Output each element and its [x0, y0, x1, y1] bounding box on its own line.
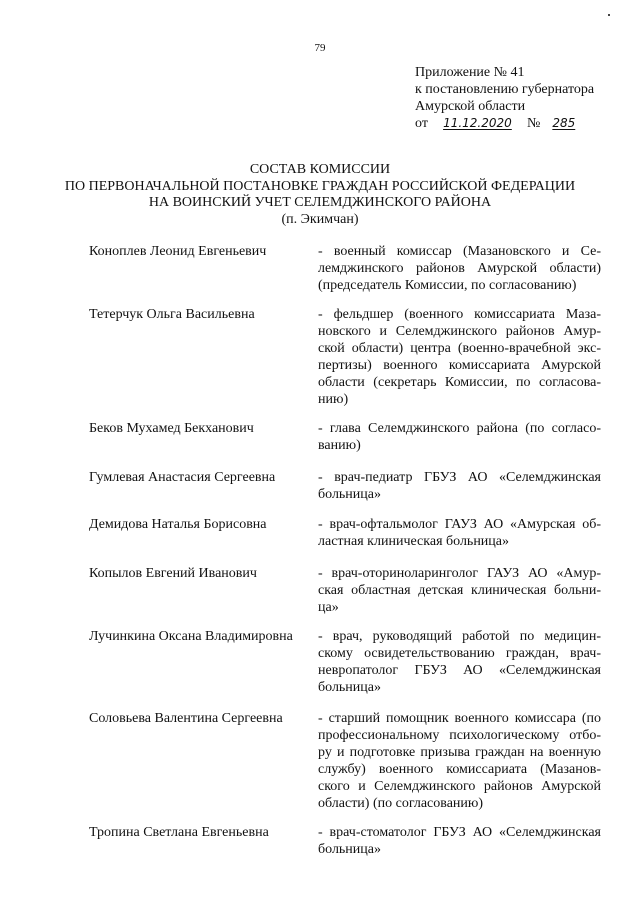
handwritten-date: 11.12.2020 [443, 116, 512, 130]
member-name: Лучинкина Оксана Владимировна [89, 629, 293, 644]
member-role-line: - старший помощник военного комиссара (по [318, 711, 601, 726]
member-role-line: - военный комиссар (Мазановского и Се- [318, 244, 601, 259]
member-role-line: ца» [318, 600, 339, 615]
appendix-block [415, 64, 594, 132]
from-label: от [415, 116, 428, 131]
member-role-line: ской области) центра (военно-врачебной экс- [318, 341, 601, 356]
member-name: Тропина Светлана Евгеньевна [89, 825, 269, 840]
member-role [318, 628, 601, 696]
handwritten-number: 285 [552, 116, 576, 130]
member-role-line: - фельдшер (военного комиссариата Маза- [318, 307, 601, 322]
member-role-line: - врач-оториноларинголог ГАУЗ АО «Амур- [318, 566, 601, 581]
member-role-line: области (секретарь Комиссии, по согласова- [318, 375, 601, 390]
member-role-line: невропатолог ГБУЗ АО «Селемджинская [318, 663, 601, 678]
member-role [318, 710, 601, 812]
appendix-date-line [415, 115, 594, 132]
member-name: Беков Мухамед Бекханович [89, 421, 254, 436]
member-name: Демидова Наталья Борисовна [89, 517, 267, 532]
member-role-line: больница» [318, 680, 381, 695]
member-role-line: ру и подготовке призыва граждан на военную [318, 745, 601, 760]
member-role [318, 469, 601, 503]
member-role-line: профессиональному психологическому отбо- [318, 728, 601, 743]
member-role [318, 565, 601, 616]
scan-mark [608, 14, 610, 16]
member-role-line: службу) военного комиссариата (Мазанов- [318, 762, 601, 777]
member-role [318, 306, 601, 408]
member-role [318, 516, 601, 550]
member-role [318, 824, 601, 858]
title-line-2: ПО ПЕРВОНАЧАЛЬНОЙ ПОСТАНОВКЕ ГРАЖДАН РОССИЙСКОЙ ФЕДЕРАЦИИ [64, 178, 576, 194]
member-role-line: ская областная детская клиническая больни- [318, 583, 601, 598]
member-name: Коноплев Леонид Евгеньевич [89, 244, 267, 259]
member-role-line: новского и Селемджинского районов Амур- [318, 324, 601, 339]
member-role-line: больница» [318, 842, 381, 857]
member-role-line: области) (по согласованию) [318, 796, 484, 811]
appendix-line-2: к постановлению губернатора [415, 82, 595, 97]
title-line-3: НА ВОИНСКИЙ УЧЕТ СЕЛЕМДЖИНСКОГО РАЙОНА [148, 195, 492, 210]
member-role-line: скому освидетельствованию граждан, врач- [318, 646, 601, 661]
title-line-4: (п. Экимчан) [281, 211, 359, 227]
member-name: Копылов Евгений Иванович [89, 566, 257, 581]
member-role-line: - врач-офтальмолог ГАУЗ АО «Амурская об- [318, 517, 601, 532]
member-name: Тетерчук Ольга Васильевна [89, 307, 255, 322]
member-role-line: - врач, руководящий работой по медицин- [318, 629, 601, 644]
appendix-line-1: Приложение № 41 [415, 65, 525, 80]
member-role-line: лемджинского районов Амурской области) [318, 261, 601, 276]
document-title [0, 162, 640, 228]
member-role-line: - врач-педиатр ГБУЗ АО «Селемджинская [318, 470, 601, 485]
member-role-line: ластная клиническая больница» [318, 534, 510, 549]
member-role-line: - глава Селемджинского района (по согласо- [318, 421, 601, 436]
number-label: № [526, 116, 541, 131]
title-line-1: СОСТАВ КОМИССИИ [249, 162, 391, 177]
page-number: 79 [314, 42, 326, 54]
member-role-line: - врач-стоматолог ГБУЗ АО «Селемджинская [318, 825, 601, 840]
member-role-line: нию) [318, 392, 349, 407]
member-role-line: ванию) [318, 438, 361, 453]
member-role [318, 243, 601, 294]
member-role [318, 420, 601, 454]
appendix-line-3: Амурской области [415, 99, 526, 114]
member-role-line: пертизы) военного комиссариата Амурской [318, 358, 601, 373]
member-role-line: больница» [318, 487, 381, 502]
member-name: Гумлевая Анастасия Сергеевна [89, 470, 276, 485]
member-role-line: ского и Селемджинского районов Амурской [318, 779, 601, 794]
member-role-line: (председатель Комиссии, по согласованию) [318, 278, 577, 293]
member-name: Соловьева Валентина Сергеевна [89, 711, 283, 726]
